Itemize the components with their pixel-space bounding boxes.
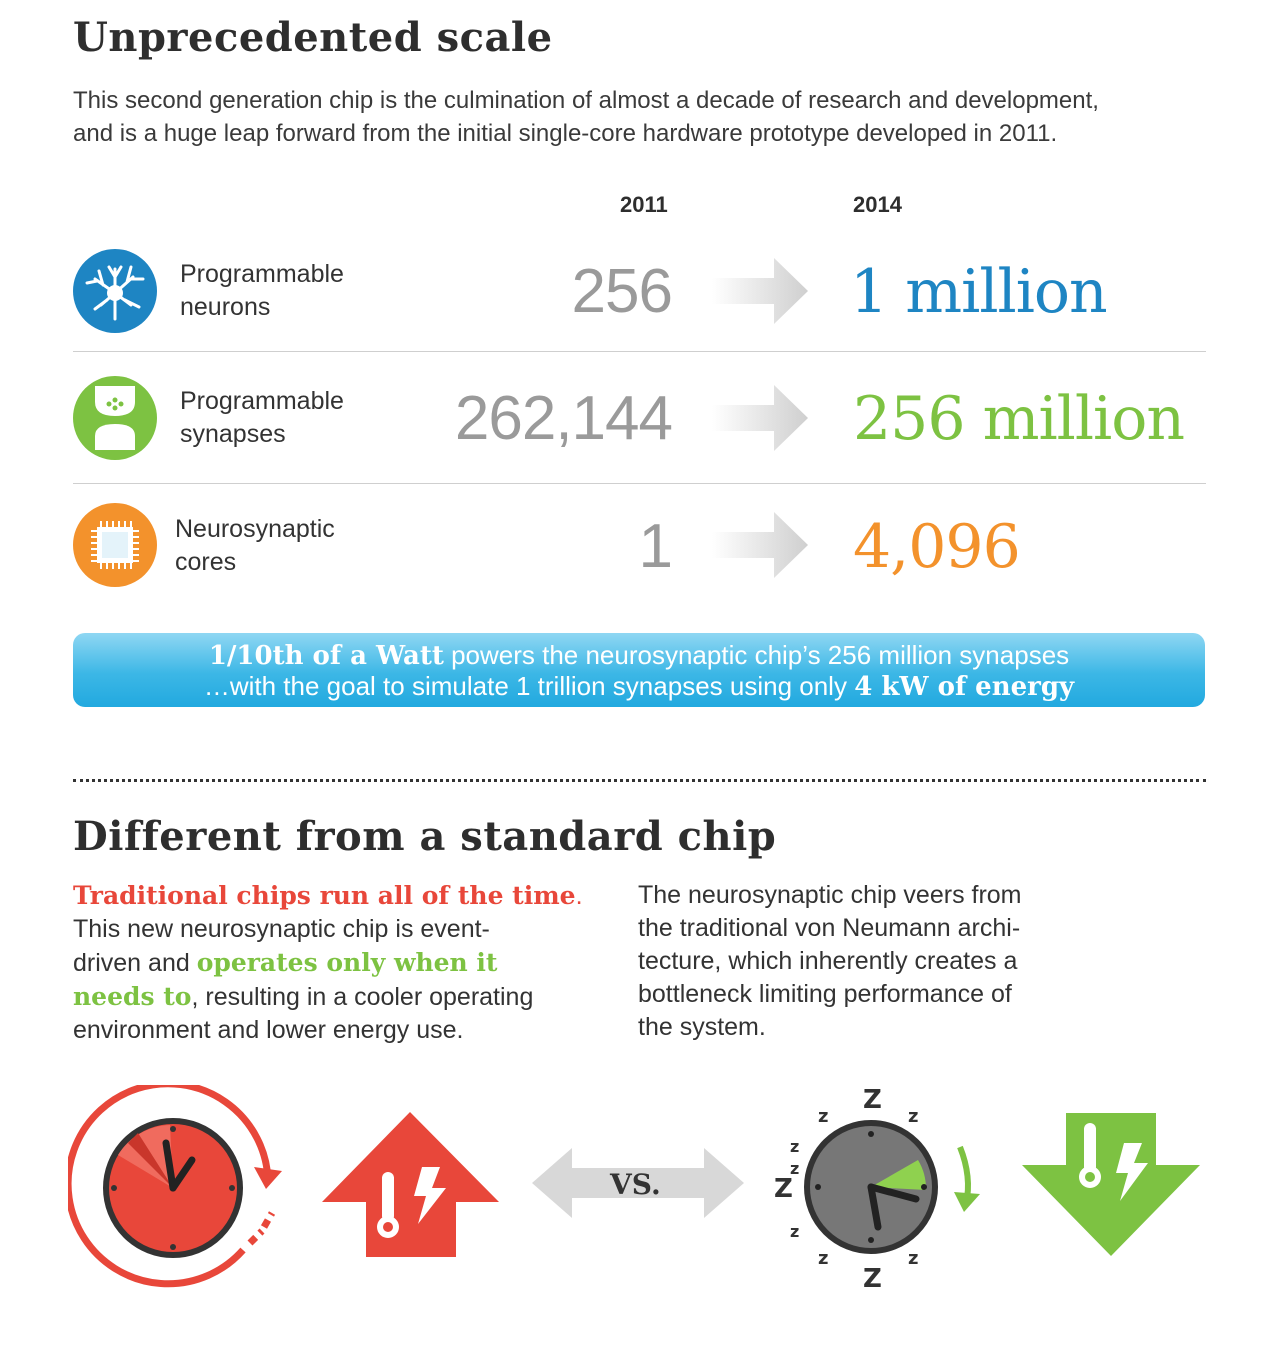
- value-cores-2014: 4,096: [853, 512, 1020, 582]
- arrow-right-icon: [712, 385, 808, 451]
- running-clock-icon: [68, 1085, 293, 1295]
- section-divider: [73, 779, 1206, 782]
- value-synapses-2014: 256 million: [853, 384, 1185, 454]
- svg-text:Z: Z: [863, 1264, 882, 1292]
- vs-label: VS.: [610, 1168, 661, 1201]
- value-synapses-2011: 262,144: [454, 384, 672, 453]
- synapse-icon: [73, 376, 157, 460]
- intro-line-2: and is a huge leap forward from the initial single-core hardware prototype developed in 2011.: [73, 120, 1058, 147]
- label-neurons: Programmable neurons: [180, 260, 344, 321]
- value-neurons-2011: 256: [571, 257, 672, 326]
- svg-text:z: z: [790, 1137, 800, 1156]
- value-cores-2011: 1: [638, 512, 672, 581]
- arrow-right-icon: [712, 512, 808, 578]
- year-2014-header: 2014: [853, 192, 902, 217]
- left-paragraph: Traditional chips run all of the time. This new neurosynaptic chip is event- driven and operates only when it needs to, resulting in a cooler operating environment and lower energy use.: [73, 881, 583, 1044]
- intro-line-1: This second generation chip is the culmination of almost a decade of research and development,: [73, 87, 1099, 114]
- year-2011-header: 2011: [620, 192, 668, 217]
- banner-line-1: 1/10th of a Watt powers the neurosynaptic chip’s 256 million synapses: [208, 640, 1070, 671]
- banner-line-2: …with the goal to simulate 1 trillion synapses using only 4 kW of energy: [203, 671, 1075, 702]
- row-divider: [73, 483, 1206, 484]
- svg-text:z: z: [790, 1159, 800, 1178]
- right-paragraph: The neurosynaptic chip veers from the traditional von Neumann archi- tecture, which inherently creates a bottleneck limiting performance of the system.: [638, 881, 1022, 1041]
- value-neurons-2014: 1 million: [850, 257, 1107, 327]
- neuron-icon: [73, 249, 157, 333]
- heat-up-arrow-icon: [322, 1112, 499, 1257]
- chip-icon: [73, 503, 157, 587]
- svg-text:z: z: [818, 1106, 829, 1127]
- svg-text:z: z: [818, 1248, 829, 1269]
- energy-banner: [73, 633, 1205, 707]
- svg-text:z: z: [908, 1106, 919, 1127]
- svg-text:z: z: [908, 1248, 919, 1269]
- label-synapses: Programmable synapses: [180, 387, 344, 448]
- label-cores: Neurosynaptic cores: [175, 515, 335, 576]
- svg-text:Z: Z: [863, 1085, 882, 1115]
- section-title-different: Different from a standard chip: [73, 813, 777, 860]
- intro-text: [73, 84, 1233, 150]
- row-divider: [73, 351, 1206, 352]
- svg-text:z: z: [790, 1222, 800, 1241]
- svg-text:Z: Z: [774, 1174, 793, 1204]
- arrow-right-icon: [712, 258, 808, 324]
- sleeping-clock-icon: [768, 1082, 998, 1292]
- heat-down-arrow-icon: [1022, 1113, 1200, 1256]
- section-title-scale: Unprecedented scale: [73, 14, 553, 61]
